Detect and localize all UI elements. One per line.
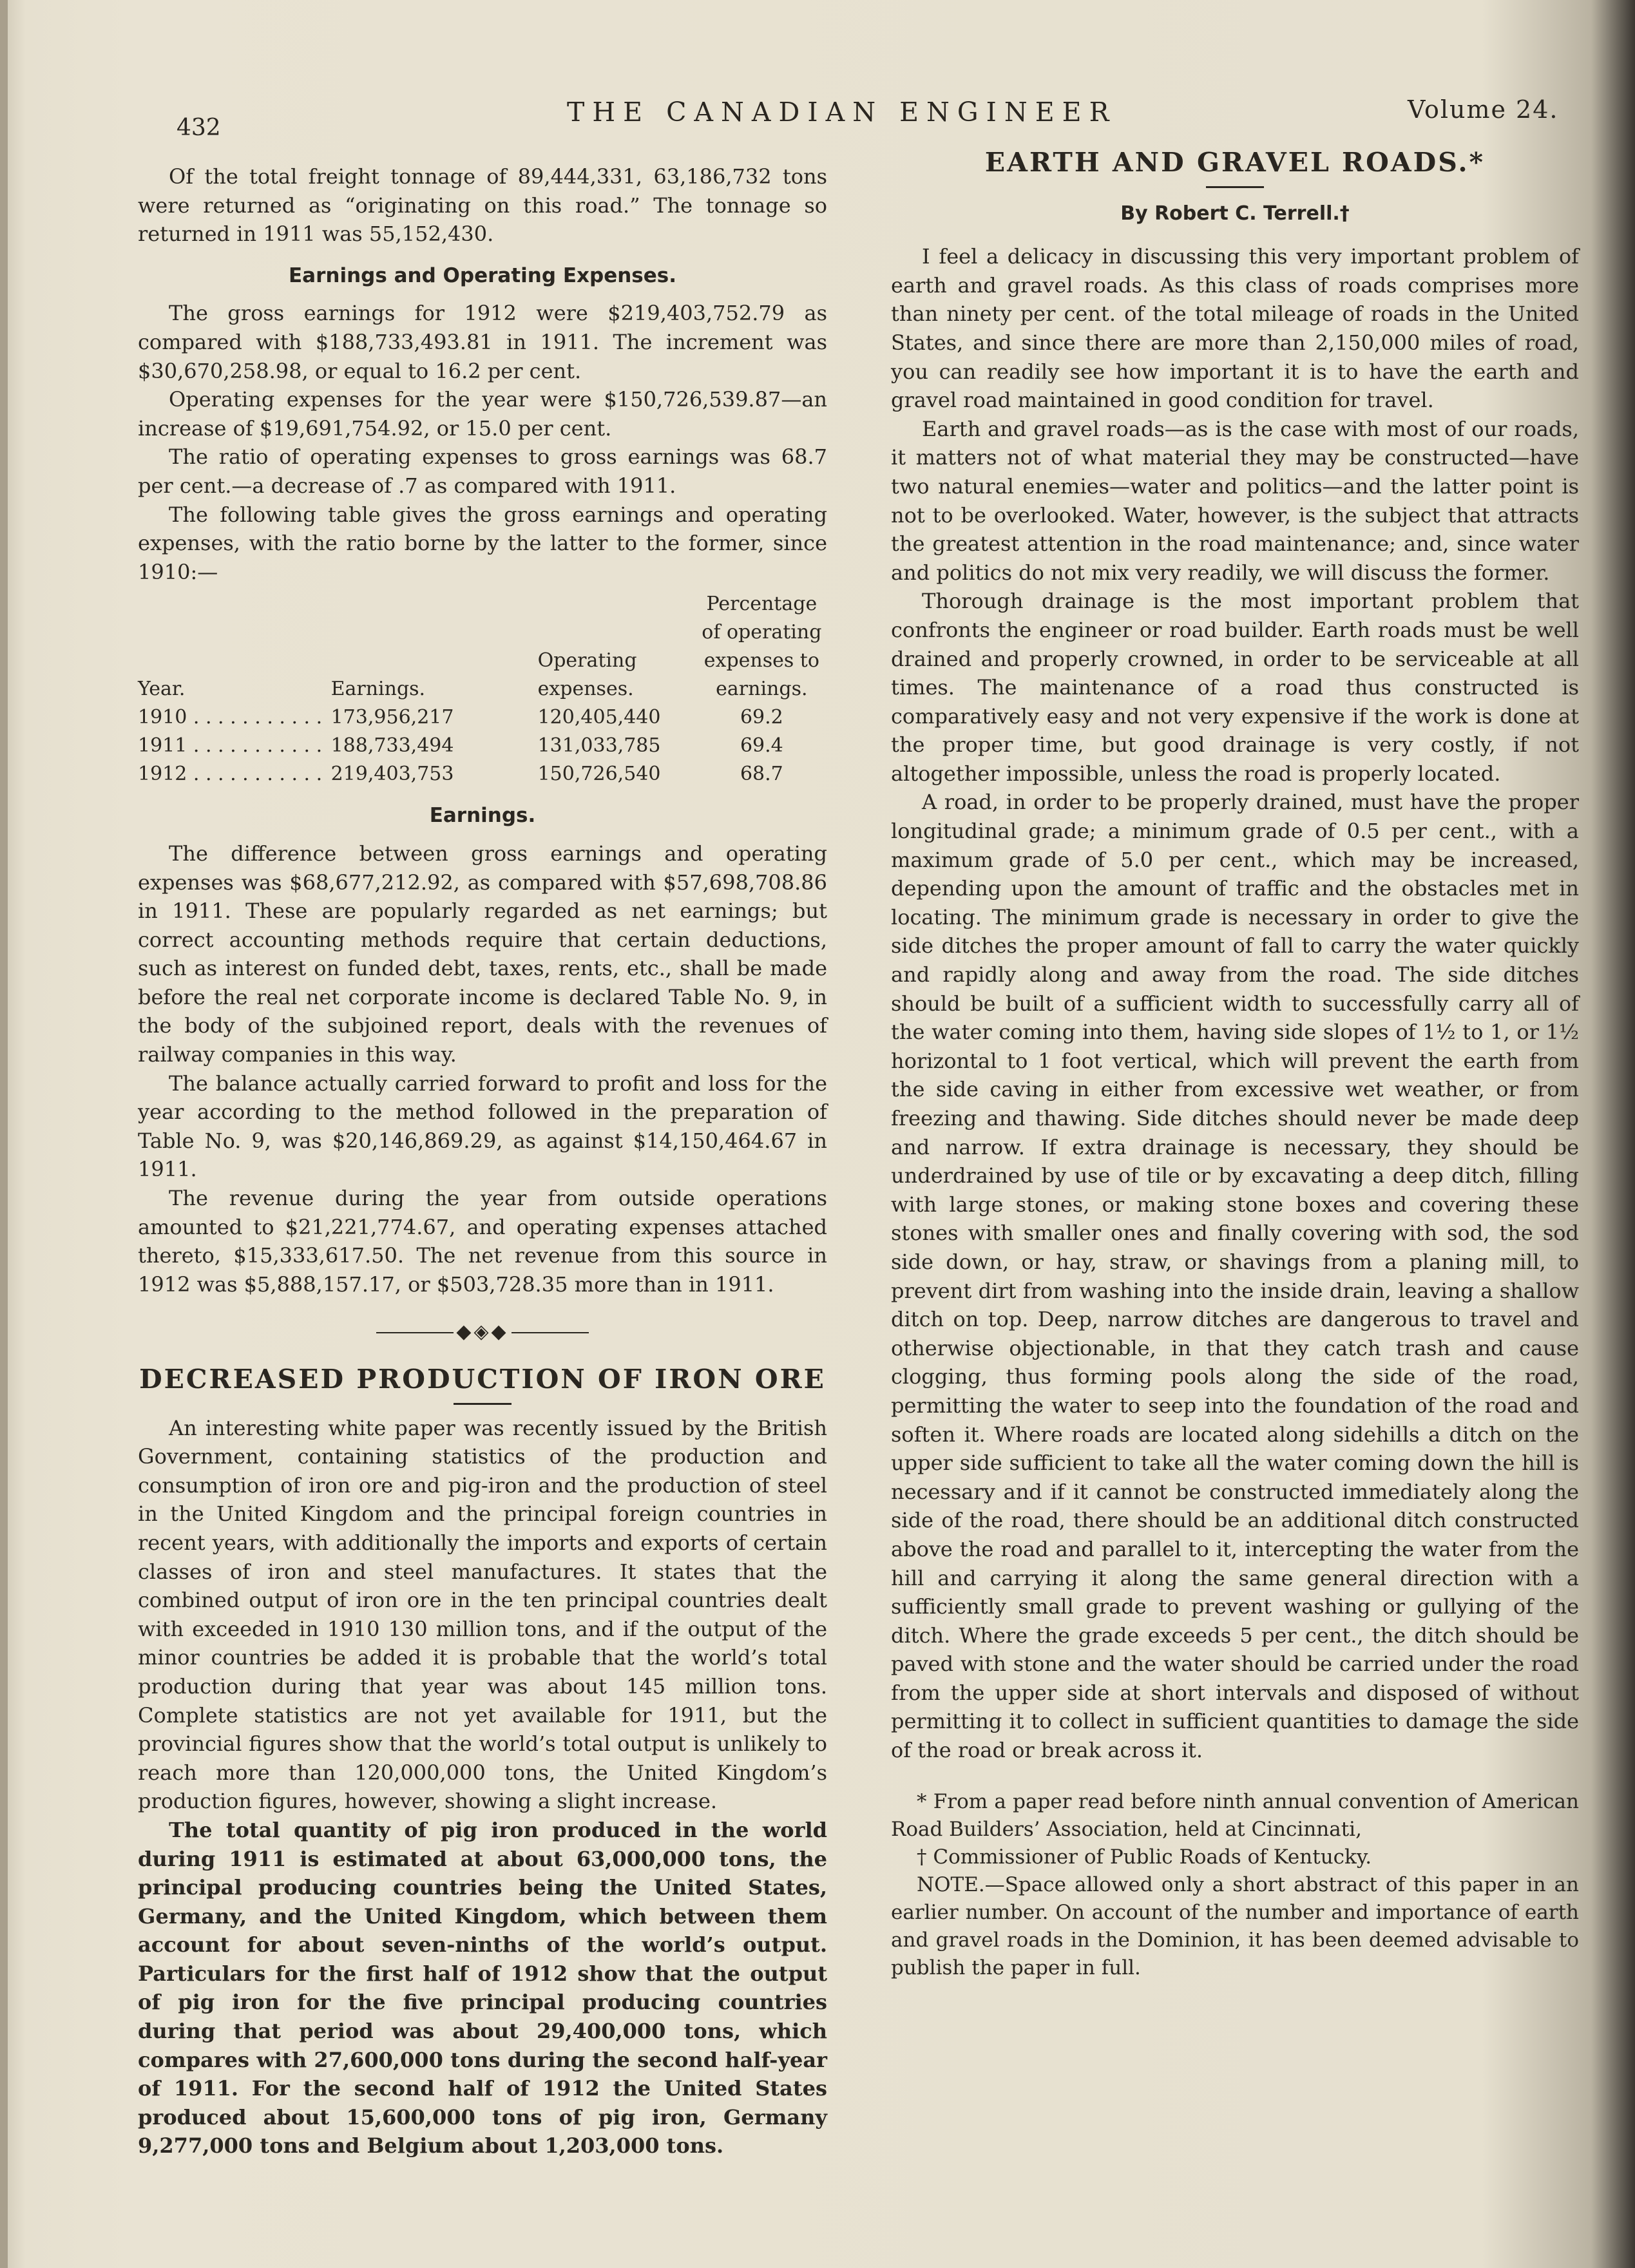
- paragraph: Of the total freight tonnage of 89,444,331, 63,186,732 tons were returned as “originating on this road.” The tonnage so returned in 1911 was 55,152,430.: [138, 164, 827, 247]
- right-column: [891, 148, 1579, 1982]
- paragraph: I feel a delicacy in discussing this very important problem of earth and gravel roads. As this class of roads comprises more than ninety per cent. of the total mileage of roads in the United States, and since there are more than 2,150,000 miles of road, you can readily see how important it is to have the earth and gravel road maintained in good condition for travel.: [891, 244, 1579, 413]
- paragraph: The revenue during the year from outside operations amounted to $21,221,774.67, and operating expenses attached thereto, $15,333,617.50. The net revenue from this source in 1912 was $5,888,157.17, or $503,728.35 more than in 1911.: [138, 1186, 827, 1297]
- title-rule: [1206, 186, 1264, 188]
- left-column: [138, 162, 827, 2160]
- paragraph: The ratio of operating expenses to gross earnings was 68.7 per cent.—a decrease of .7 as compared with 1911.: [138, 444, 827, 498]
- page-number: 432: [177, 115, 221, 141]
- footnotes: [891, 1788, 1579, 1982]
- paragraph: An interesting white paper was recently issued by the British Government, containing statistics of the production and consumption of iron ore and pig-iron and the production of steel in the United Kingdom and the principal foreign countries in recent years, with additionally the imports and exports of certain classes of iron and steel manufactures. It states that the combined output of iron ore in the ten principal countries dealt with exceeded in 1910 130 million tons, and if the output of the minor countries be added it is probable that the world’s total production during that year was about 145 million tons. Complete statistics are not yet available for 1911, but the provincial figures show that the world’s total output is unlikely to reach more than 120,000,000 tons, the United Kingdom’s production figures, however, showing a slight increase.: [138, 1415, 827, 1814]
- article-title: EARTH AND GRAVEL ROADS.*: [984, 147, 1486, 178]
- paragraph: The difference between gross earnings and operating expenses was $68,677,212.92, as compared with $57,698,708.86 in 1911. These are popularly regarded as net earnings; but correct accounting methods require that certain deductions, such as interest on funded debt, taxes, rents, etc., shall be made before the real net corporate income is declared Table No. 9, in the body of the subjoined report, deals with the revenues of railway companies in this way.: [138, 841, 827, 1067]
- footnote: * From a paper read before ninth annual convention of American Road Builders’ Association, held at Cincinnati,: [891, 1789, 1579, 1841]
- paragraph: Operating expenses for the year were $150,726,539.87—an increase of $19,691,754.92, or 15.0 per cent.: [138, 387, 827, 441]
- paragraph: Earth and gravel roads—as is the case with most of our roads, it matters not of what material they may be constructed—have two natural enemies—water and politics—and the latter point is not to be overlooked. Water, however, is the subject that attracts the greatest attention in the road maintenance; and, since water and politics do not mix very readily, we will discuss the former.: [891, 416, 1579, 585]
- section-heading: Earnings and Operating Expenses.: [289, 263, 676, 287]
- page-header: [167, 90, 1604, 141]
- table-row: 1912 . . . . . . . . . . . 219,403,753 150,726,540 68.7: [138, 763, 783, 786]
- byline: By Robert C. Terrell.†: [1120, 202, 1350, 225]
- paragraph: The following table gives the gross earnings and operating expenses, with the ratio borne by the latter to the former, since 1910:—: [138, 502, 827, 584]
- footnote: NOTE.—Space allowed only a short abstract of this paper in an earlier number. On account of the number and importance of earth and gravel roads in the Dominion, it has been deemed advisable to publish the paper in full.: [891, 1873, 1579, 1979]
- paragraph: A road, in order to be properly drained, must have the proper longitudinal grade; a minimum grade of 0.5 per cent., with a maximum grade of 5.0 per cent., which may be increased, depending upon the amount of traffic and the obstacles met in locating. The minimum grade is necessary in order to give the side ditches the proper amount of fall to carry the water quickly and rapidly along and away from the road. The side ditches should be built of a sufficient width to successfully carry all of the water coming into them, having side slopes of 1½ to 1, or 1½ horizontal to 1 foot vertical, which will prevent the earth from the side caving in either from excessive wet weather, or from freezing and thawing. Side ditches should never be made deep and narrow. If extra drainage is necessary, they should be underdrained by use of tile or by excavating a deep ditch, filling with large stones, or making stone boxes and covering these stones with smaller ones and finally covering with sod, the sod side down, or hay, straw, or shavings from a planing mill, to prevent dirt from washing into the inside drain, leaving a shallow ditch on top. Deep, narrow ditches are dangerous to travel and otherwise objectionable, in that they catch trash and cause clogging, thus forming pools along the side of the road, permitting the water to seep into the foundation of the road and soften it. Where roads are located along sidehills a ditch on the upper side sufficient to take all the water coming down the hill is necessary and if it cannot be constructed immediately along the side of the road, there should be an additional ditch constructed above the road and parallel to it, intercepting the water from the hill and carrying it along the same general direction with a sufficiently small grade to prevent washing or gullying of the ditch. Where the grade exceeds 5 per cent., the ditch should be paved with stone and the water should be carried under the road from the upper side at short intervals and disposed of without permitting it to collect in sufficient quantities to damage the side of the road or break across it.: [891, 790, 1579, 1763]
- table-row: 1910 . . . . . . . . . . . 173,956,217 120,405,440 69.2: [138, 706, 783, 729]
- ornament-divider: ◆◈◆: [138, 1318, 827, 1347]
- column-header: Earnings.: [330, 678, 426, 701]
- title-rule: [454, 1403, 512, 1405]
- column-header: Operating expenses.: [537, 649, 637, 701]
- column-header: Year.: [138, 678, 186, 701]
- paragraph: The total quantity of pig iron produced in the world during 1911 is estimated at about 63,000,000 tons, the principal producing countries being the United States, Germany, and the United Kingdom, which between them account for about seven-ninths of the world’s output. Particulars for the first half of 1912 show that the output of pig iron for the five principal producing countries during that period was about 29,400,000 tons, which compares with 27,600,000 tons during the second half-year of 1911. For the second half of 1912 the United States produced about 15,600,000 tons of pig iron, Germany 9,277,000 tons and Belgium about 1,203,000 tons.: [138, 1817, 827, 2158]
- volume-label: Volume 24.: [1408, 95, 1559, 124]
- table-row: 1911 . . . . . . . . . . . 188,733,494 131,033,785 69.4: [138, 734, 783, 758]
- article-title: DECREASED PRODUCTION OF IRON ORE: [139, 1364, 826, 1395]
- paragraph: The balance actually carried forward to profit and loss for the year according to the method followed in the preparation of Table No. 9, was $20,146,869.29, as against $14,150,464.67 in 1911.: [138, 1071, 827, 1182]
- earnings-table: [138, 590, 827, 788]
- column-header: Percentage of operating expenses to earnings.: [702, 593, 822, 701]
- page-spine-edge: [0, 0, 8, 2268]
- section-heading: Earnings.: [429, 804, 536, 828]
- paragraph: The gross earnings for 1912 were $219,403,752.79 as compared with $188,733,493.81 in 1911. The increment was $30,670,258.98, or equal to 16.2 per cent.: [138, 301, 827, 383]
- journal-title: THE CANADIAN ENGINEER: [567, 97, 1117, 128]
- paragraph: Thorough drainage is the most important problem that confronts the engineer or road builder. Earth roads must be well drained and properly crowned, in order to be serviceable at all times. The maintenance of a road thus constructed is comparatively easy and not very expensive if the work is done at the proper time, but good drainage is very costly, if not altogether impossible, unless the road is properly located.: [891, 589, 1579, 786]
- footnote: † Commissioner of Public Roads of Kentucky.: [917, 1845, 1372, 1869]
